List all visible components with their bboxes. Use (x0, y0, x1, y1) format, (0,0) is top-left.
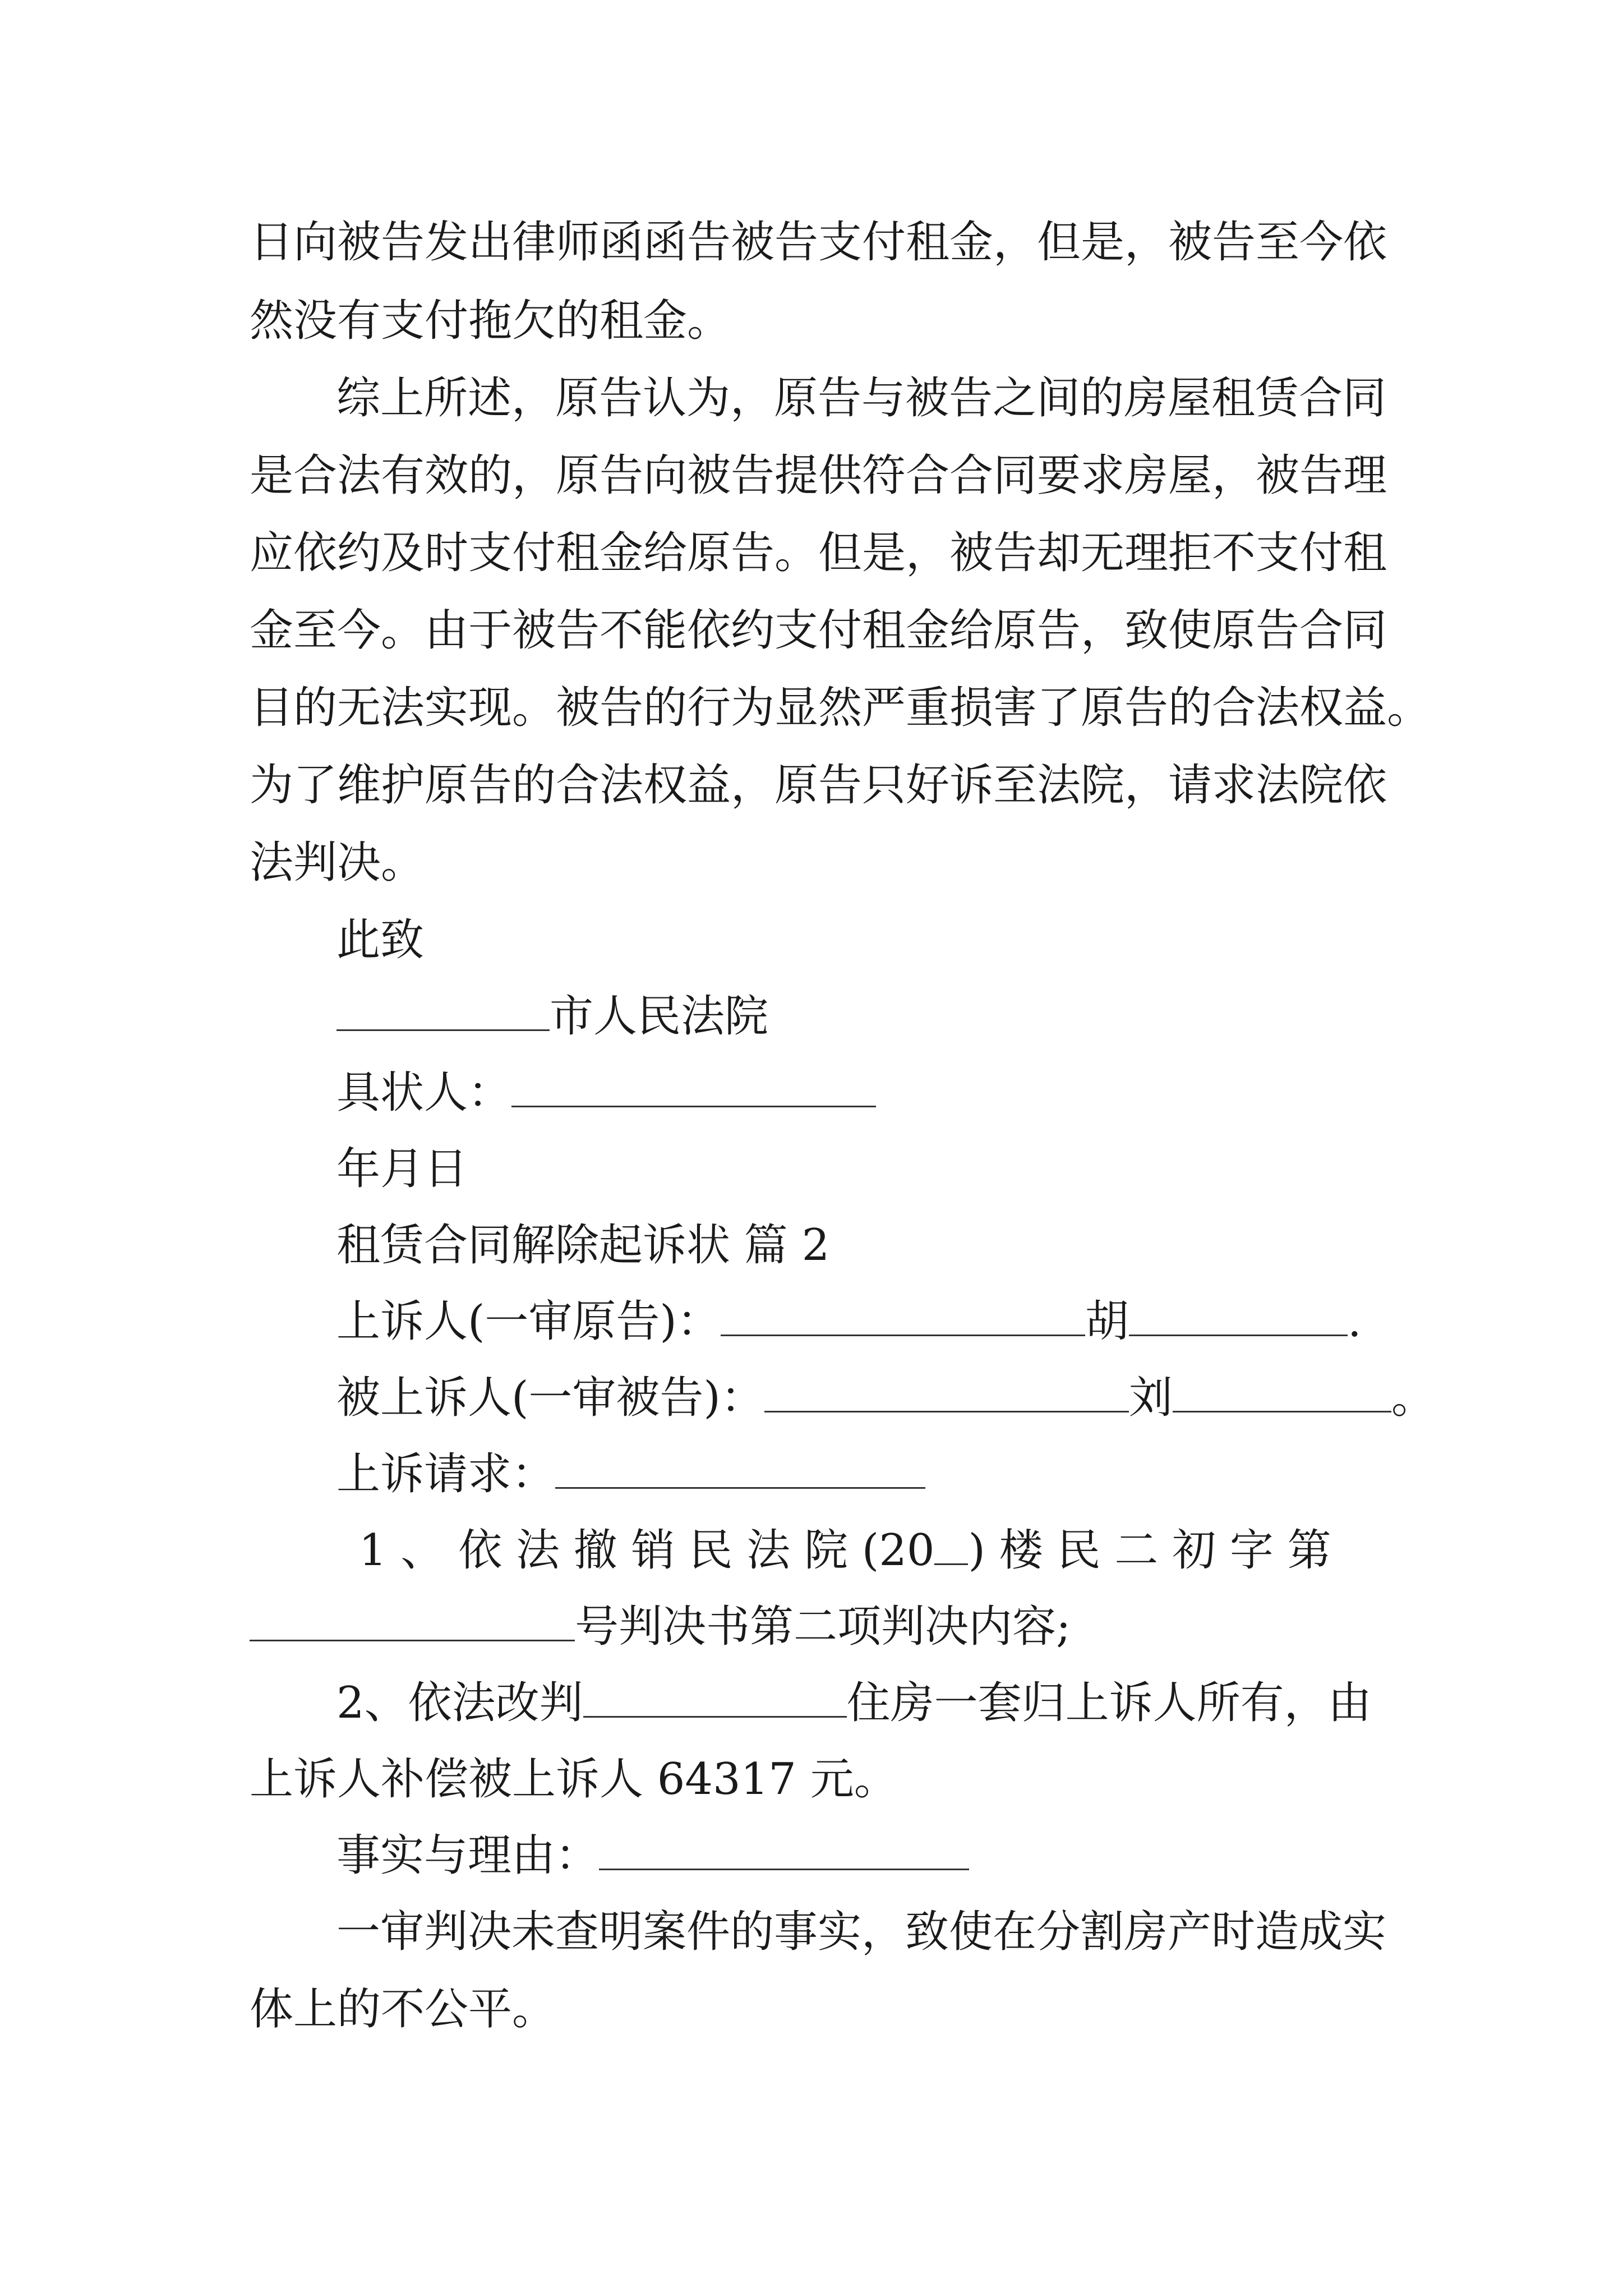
appellant-line (336, 1294, 1362, 1350)
blank-underline (934, 1523, 968, 1565)
appellee-surname: 刘 (1128, 1373, 1173, 1423)
blank-underline (721, 1294, 1085, 1336)
request-item-1-text: 1 、 依 法 撤 销 民 法 院 (20 (359, 1525, 935, 1576)
paragraph-line: 法判决。 (250, 838, 425, 888)
appellant-surname: 胡 (1085, 1296, 1129, 1347)
paragraph-line: 为了维护原告的合法权益，原告只好诉至法院，请求法院依 (250, 760, 1387, 811)
appellant-label: 上诉人(一审原告)： (336, 1296, 721, 1347)
blank-underline (1129, 1294, 1348, 1336)
paragraph-line: 应依约及时支付租金给原告。但是，被告却无理拒不支付租 (250, 528, 1387, 578)
request-item-1-continued (250, 1599, 1071, 1655)
paragraph-line: 目的无法实现。被告的行为显然严重损害了原告的合法权益。 (250, 683, 1431, 733)
paragraph-line: 是合法有效的，原告向被告提供符合合同要求房屋，被告理 (250, 450, 1387, 501)
appeal-request-line (336, 1446, 925, 1502)
court-line (336, 988, 768, 1045)
paragraph-line: 然没有支付拖欠的租金。 (250, 296, 731, 346)
blank-underline (250, 1599, 575, 1641)
salutation: 此致 (336, 915, 425, 965)
plaintiff-signature-line (336, 1065, 876, 1121)
court-name: 市人民法院 (550, 991, 769, 1042)
request-item-2-label: 2、依法改判 (336, 1678, 583, 1728)
blank-underline (599, 1828, 969, 1870)
request-item-2-text: 住房一套归上诉人所有，由 (846, 1678, 1372, 1728)
paragraph-line: 上诉人补偿被上诉人 64317 元。 (250, 1754, 898, 1805)
paragraph-line: 一审判决未查明案件的事实，致使在分割房产时造成实 (336, 1907, 1387, 1957)
blank-underline (1173, 1370, 1391, 1412)
blank-underline (511, 1065, 876, 1107)
paragraph-line: 综上所述，原告认为，原告与被告之间的房屋租赁合同 (336, 373, 1387, 424)
facts-reasons-label: 事实与理由： (336, 1830, 600, 1881)
period: . (1347, 1296, 1362, 1347)
blank-underline (764, 1370, 1129, 1412)
paragraph-line: 日向被告发出律师函函告被告支付租金，但是，被告至今依 (250, 217, 1387, 268)
request-item-1 (359, 1522, 1331, 1579)
blank-underline (336, 989, 550, 1031)
request-item-2 (336, 1675, 1372, 1731)
blank-underline (555, 1447, 925, 1489)
appellee-label: 被上诉人(一审被告)： (336, 1373, 764, 1423)
facts-reasons-line (336, 1828, 969, 1884)
request-item-1-text-cont: ) 楼 民 二 初 字 第 (968, 1525, 1331, 1576)
section-title: 租赁合同解除起诉状 篇 2 (336, 1220, 830, 1271)
blank-underline (583, 1676, 847, 1718)
paragraph-line: 体上的不公平。 (250, 1984, 556, 2035)
paragraph-line: 金至今。由于被告不能依约支付租金给原告，致使原告合同 (250, 605, 1387, 656)
judgment-text: 号判决书第二项判决内容; (575, 1602, 1071, 1652)
full-stop: 。 (1391, 1373, 1435, 1423)
appeal-request-label: 上诉请求： (336, 1449, 556, 1499)
signer-label: 具状人： (336, 1068, 512, 1118)
appellee-line (336, 1370, 1435, 1426)
date-line: 年月日 (336, 1144, 468, 1194)
